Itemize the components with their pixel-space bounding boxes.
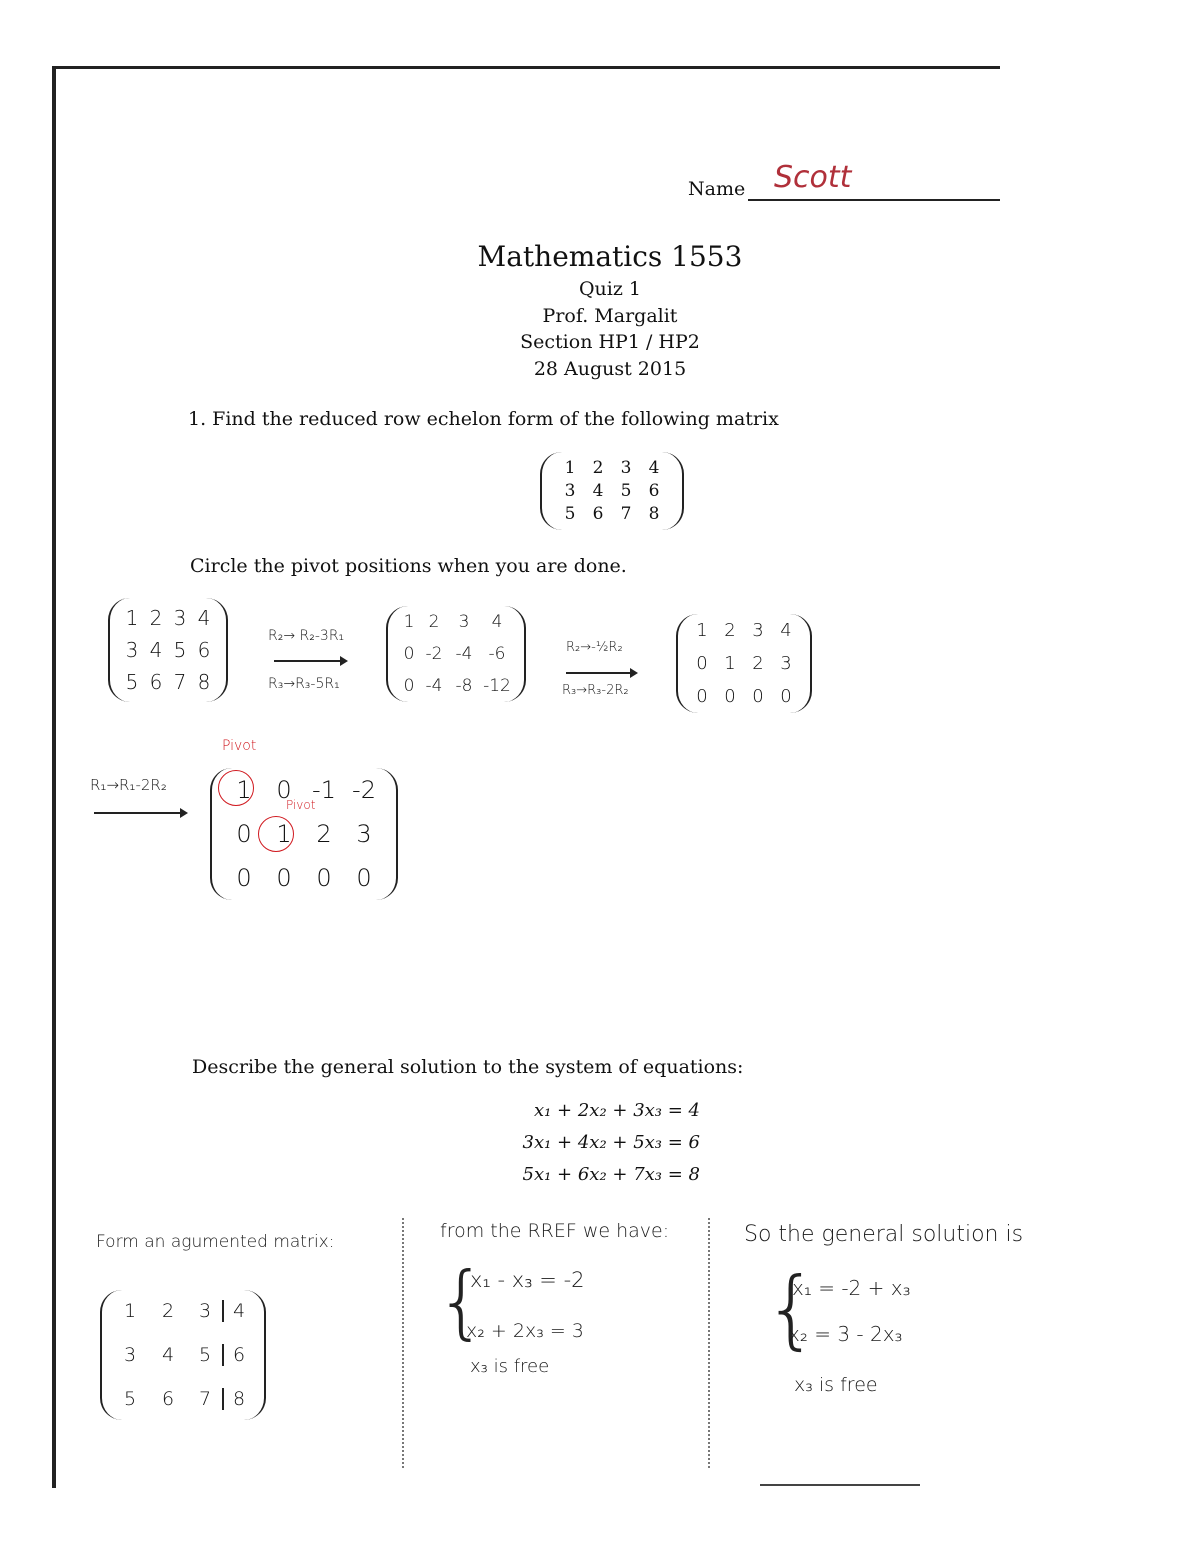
matrix-cell: 8 <box>197 670 211 694</box>
row-op-arrow <box>566 672 636 674</box>
row-op-3: R₁→R₁-2R₂ <box>90 776 167 794</box>
general-line-1: x₁ = -2 + x₃ <box>792 1276 911 1300</box>
matrix-cell: 5 <box>125 670 139 694</box>
matrix-cell: 0 <box>780 686 792 707</box>
matrix-cell: 2 <box>149 606 163 630</box>
matrix-cell: 4 <box>161 1344 175 1366</box>
matrix-cell: 2 <box>724 620 736 641</box>
quiz-number: Quiz 1 <box>578 278 642 300</box>
matrix-cell: 2 <box>592 458 604 478</box>
matrix-cell: 4 <box>592 481 604 501</box>
matrix-cell: 4 <box>648 458 660 478</box>
matrix-cell: 4 <box>491 612 503 632</box>
equation-3: 5x₁ + 6x₂ + 7x₃ = 8 <box>522 1164 700 1185</box>
matrix-cell: 3 <box>198 1300 212 1322</box>
matrix-cell: 0 <box>696 653 708 674</box>
matrix-cell: 5 <box>198 1344 212 1366</box>
matrix-cell: 0 <box>276 864 292 892</box>
section: Section HP1 / HP2 <box>520 331 700 353</box>
matrix-cell: 0 <box>403 676 415 696</box>
matrix-cell: 0 <box>403 644 415 664</box>
matrix-cell: 4 <box>232 1300 246 1322</box>
matrix-cell: 1 <box>724 653 736 674</box>
matrix-cell: 0 <box>696 686 708 707</box>
matrix-cell: 6 <box>161 1388 175 1410</box>
name-underline <box>748 199 1000 201</box>
work-matrix-3 <box>676 614 812 713</box>
matrix-cell: 1 <box>276 820 292 848</box>
work-matrix-2 <box>386 606 526 702</box>
matrix-cell: 6 <box>149 670 163 694</box>
matrix-cell: 1 <box>403 612 415 632</box>
matrix-cell: 6 <box>592 504 604 524</box>
row-op-2-bottom: R₃→R₃-2R₂ <box>562 683 629 698</box>
row-op-arrow <box>94 812 186 814</box>
pivot-label-1: Pivot <box>222 738 257 754</box>
matrix-cell: 6 <box>197 638 211 662</box>
row-op-2-top: R₂→-½R₂ <box>566 640 623 655</box>
equation-2: 3x₁ + 4x₂ + 5x₃ = 6 <box>522 1132 700 1153</box>
general-line-2: x₂ = 3 - 2x₃ <box>788 1322 903 1346</box>
matrix-cell: 3 <box>620 458 632 478</box>
general-line-3: x₃ is free <box>794 1374 878 1396</box>
professor: Prof. Margalit <box>542 305 678 327</box>
date: 28 August 2015 <box>533 358 687 380</box>
row-op-arrow <box>274 660 346 662</box>
matrix-cell: 6 <box>232 1344 246 1366</box>
column-separator <box>402 1218 404 1468</box>
matrix-cell: 8 <box>648 504 660 524</box>
matrix-cell: -12 <box>483 676 511 696</box>
matrix-cell: -2 <box>425 644 443 664</box>
row-op-1-bottom: R₃→R₃-5R₁ <box>268 676 340 692</box>
left-brace: { <box>764 1259 819 1359</box>
augmented-matrix <box>100 1290 266 1420</box>
matrix-cell: -8 <box>455 676 473 696</box>
pivot-circle-2 <box>258 816 294 852</box>
matrix-cell: -4 <box>455 644 473 664</box>
circle-instruction: Circle the pivot positions when you are done. <box>190 555 627 577</box>
matrix-cell: -4 <box>425 676 443 696</box>
rref-line-1: x₁ - x₃ = -2 <box>470 1268 585 1292</box>
matrix-cell: 3 <box>173 606 187 630</box>
matrix-cell: 2 <box>752 653 764 674</box>
matrix-cell: 3 <box>356 820 372 848</box>
matrix-cell: 1 <box>696 620 708 641</box>
rref-line-3: x₃ is free <box>470 1356 550 1377</box>
matrix-cell: 5 <box>123 1388 137 1410</box>
matrix-cell: 7 <box>620 504 632 524</box>
work-matrix-1 <box>108 598 228 702</box>
matrix-cell: -6 <box>488 644 506 664</box>
matrix-cell: -2 <box>352 776 376 804</box>
matrix-cell: 3 <box>458 612 470 632</box>
matrix-cell: 3 <box>752 620 764 641</box>
matrix-cell: 5 <box>173 638 187 662</box>
matrix-cell: 0 <box>752 686 764 707</box>
equation-1: x₁ + 2x₂ + 3x₃ = 4 <box>533 1100 700 1121</box>
matrix-cell: 0 <box>236 864 252 892</box>
matrix-cell: 3 <box>564 481 576 501</box>
scan-edge-bottom <box>760 1484 920 1486</box>
matrix-cell: 0 <box>276 776 292 804</box>
matrix-cell: 3 <box>123 1344 137 1366</box>
scan-edge-left <box>52 66 56 1488</box>
row-op-1-top: R₂→ R₂-3R₁ <box>268 628 345 644</box>
matrix-cell: 3 <box>780 653 792 674</box>
matrix-cell: 4 <box>149 638 163 662</box>
matrix-cell: 1 <box>125 606 139 630</box>
matrix-cell: 1 <box>236 776 252 804</box>
matrix-cell: 7 <box>198 1388 212 1410</box>
describe-prompt: Describe the general solution to the system of equations: <box>192 1056 744 1078</box>
matrix-cell: 1 <box>123 1300 137 1322</box>
matrix-cell: 1 <box>564 458 576 478</box>
problem-prompt: 1. Find the reduced row echelon form of the following matrix <box>188 408 779 430</box>
matrix-cell: 4 <box>197 606 211 630</box>
matrix-cell: 0 <box>356 864 372 892</box>
name-value: Scott <box>774 160 852 195</box>
matrix-cell: 8 <box>232 1388 246 1410</box>
matrix-cell: 3 <box>125 638 139 662</box>
matrix-cell: 4 <box>780 620 792 641</box>
given-matrix <box>540 452 684 530</box>
matrix-cell: 0 <box>236 820 252 848</box>
matrix-cell: 0 <box>316 864 332 892</box>
course-title: Mathematics 1553 <box>477 240 743 273</box>
matrix-cell: 2 <box>316 820 332 848</box>
pivot-label-2: Pivot <box>286 798 316 812</box>
name-label: Name <box>688 178 746 200</box>
matrix-cell: 6 <box>648 481 660 501</box>
matrix-cell: 5 <box>564 504 576 524</box>
left-brace: { <box>436 1255 487 1348</box>
matrix-cell: 2 <box>161 1300 175 1322</box>
matrix-cell: 5 <box>620 481 632 501</box>
rref-line-2: x₂ + 2x₃ = 3 <box>466 1320 584 1342</box>
matrix-cell: 7 <box>173 670 187 694</box>
augmented-label: Form an agumented matrix: <box>96 1232 335 1252</box>
rref-label: from the RREF we have: <box>440 1220 670 1242</box>
matrix-cell: 2 <box>428 612 440 632</box>
matrix-cell: -1 <box>312 776 336 804</box>
pivot-circle-1 <box>218 770 254 806</box>
column-separator <box>708 1218 710 1468</box>
matrix-cell: 0 <box>724 686 736 707</box>
general-solution-label: So the general solution is <box>744 1222 1024 1247</box>
scan-edge-top <box>52 66 1000 69</box>
